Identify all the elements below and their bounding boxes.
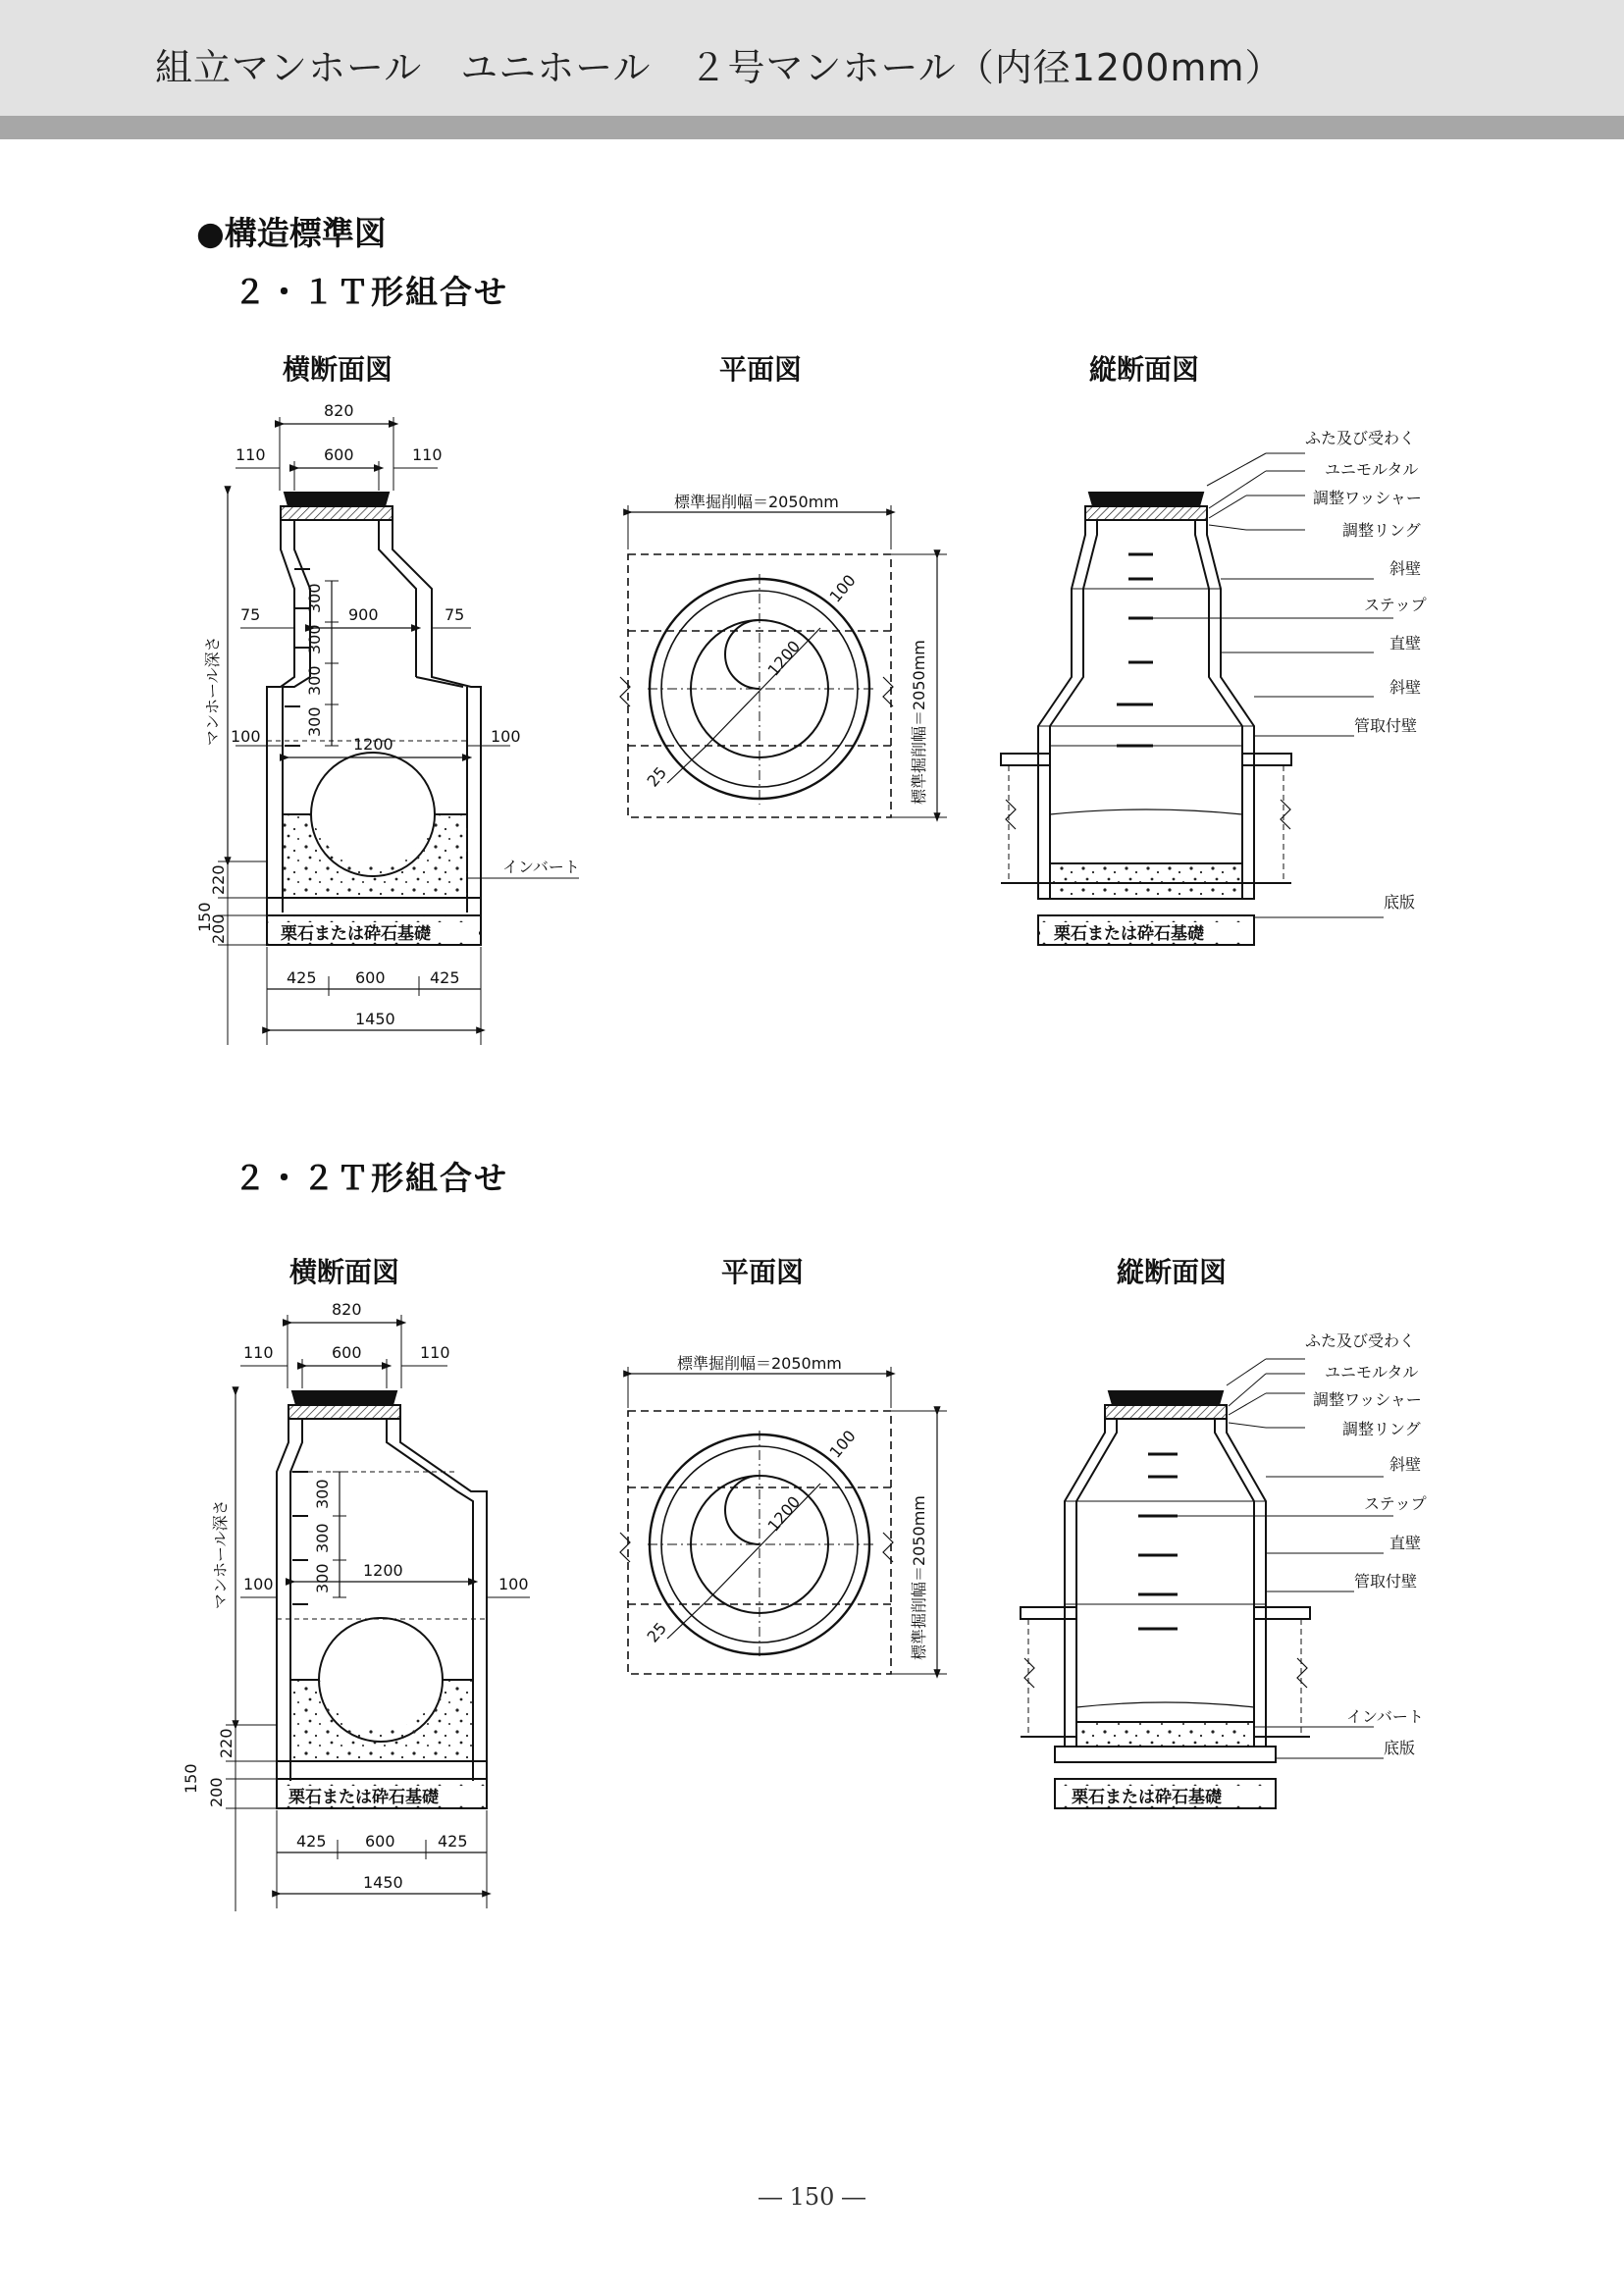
long-foundation-label: 栗石または砕石基礎 bbox=[1054, 924, 1204, 944]
part-pipe-wall: 管取付壁 bbox=[1354, 716, 1418, 735]
dim-220: 220 bbox=[209, 864, 228, 895]
dim2-100-left: 100 bbox=[243, 1575, 274, 1593]
diagram2-cross-label: 横断面図 bbox=[289, 1256, 400, 1288]
plan2-dim-1200: 1200 bbox=[763, 1492, 805, 1536]
part2-ring: 調整リング bbox=[1342, 1420, 1421, 1438]
dim2-820: 820 bbox=[332, 1300, 362, 1319]
foundation-label: 栗石または砕石基礎 bbox=[281, 924, 431, 944]
dim2-600-bottom: 600 bbox=[365, 1832, 395, 1851]
diagram1-long-label: 縦断面図 bbox=[1089, 353, 1200, 386]
dim2-110-left: 110 bbox=[243, 1343, 274, 1362]
dim-75-right: 75 bbox=[445, 605, 465, 624]
part2-base-slab: 底版 bbox=[1384, 1739, 1416, 1757]
diagram1-longitudinal-section bbox=[1001, 453, 1393, 945]
dim2-100-right: 100 bbox=[498, 1575, 529, 1593]
plan2-dim-25: 25 bbox=[643, 1618, 671, 1646]
dim2-step-2: 300 bbox=[313, 1523, 332, 1553]
dim2-step-1: 300 bbox=[313, 1479, 332, 1509]
part2-mortar: ユニモルタル bbox=[1325, 1363, 1419, 1382]
depth2-label: マンホール深さ bbox=[211, 1499, 230, 1609]
diagram2-cross-dims bbox=[182, 1300, 529, 1892]
page-title: 組立マンホール ユニホール ２号マンホール（内径1200mm） bbox=[155, 46, 1283, 89]
diagram1-title: ２・１Ｔ形組合せ bbox=[234, 273, 508, 311]
part2-step: ステップ bbox=[1364, 1494, 1427, 1513]
part-cover: ふた及び受わく bbox=[1305, 429, 1416, 447]
dim2-1200: 1200 bbox=[363, 1561, 403, 1580]
dim-75-left: 75 bbox=[240, 605, 261, 624]
cover-icon bbox=[285, 493, 389, 506]
depth-label: マンホール深さ bbox=[203, 636, 222, 746]
dim-step-1: 300 bbox=[305, 583, 324, 613]
diagram2-plan-label: 平面図 bbox=[721, 1256, 805, 1288]
dim-110-right: 110 bbox=[412, 445, 443, 464]
dim2-110-right: 110 bbox=[420, 1343, 450, 1362]
diagram2-plan-dims bbox=[644, 1354, 928, 1660]
dim-100-left: 100 bbox=[231, 727, 261, 746]
dim2-200: 200 bbox=[207, 1777, 226, 1807]
part2-straight-wall: 直壁 bbox=[1389, 1534, 1422, 1552]
dim-820: 820 bbox=[324, 401, 354, 420]
dim-100-right: 100 bbox=[491, 727, 521, 746]
part-washer: 調整ワッシャー bbox=[1313, 489, 1422, 507]
part2-cover: ふた及び受わく bbox=[1305, 1331, 1416, 1350]
invert-label: インバート bbox=[502, 858, 580, 876]
dim2-1450: 1450 bbox=[363, 1873, 403, 1892]
part2-invert: インバート bbox=[1346, 1707, 1424, 1726]
diagram2-long-label: 縦断面図 bbox=[1117, 1256, 1228, 1288]
part-base-slab: 底版 bbox=[1384, 893, 1416, 912]
part-step: ステップ bbox=[1364, 596, 1427, 614]
plan-excavation-width: 標準掘削幅＝2050mm bbox=[674, 493, 839, 511]
plan-dim-100: 100 bbox=[825, 570, 860, 606]
dim2-step-3: 300 bbox=[313, 1563, 332, 1593]
plan2-excavation-width-v: 標準掘削幅＝2050mm bbox=[910, 1495, 928, 1660]
foundation2-label: 栗石または砕石基礎 bbox=[288, 1788, 439, 1807]
page-number: ― 150 ― bbox=[758, 2183, 866, 2211]
plan-dim-25: 25 bbox=[643, 762, 671, 791]
diagram1-plan-dims bbox=[644, 493, 928, 805]
section-title: ●構造標準図 bbox=[196, 214, 387, 252]
dim-110-left: 110 bbox=[236, 445, 266, 464]
part-mortar: ユニモルタル bbox=[1325, 460, 1419, 479]
dim-600-bottom: 600 bbox=[355, 968, 386, 987]
dim-1450: 1450 bbox=[355, 1010, 395, 1028]
part2-pipe-wall: 管取付壁 bbox=[1354, 1572, 1418, 1591]
dim-425-left: 425 bbox=[287, 968, 317, 987]
dim2-150: 150 bbox=[182, 1763, 200, 1794]
long2-foundation-label: 栗石または砕石基礎 bbox=[1072, 1788, 1222, 1807]
diagram2-longitudinal-section bbox=[1021, 1359, 1393, 1808]
dim-425-right: 425 bbox=[430, 968, 460, 987]
diagram2-title: ２・２Ｔ形組合せ bbox=[234, 1159, 508, 1197]
diagram1-cross-section bbox=[218, 417, 579, 1045]
part-taper-1: 斜壁 bbox=[1389, 559, 1422, 578]
diagram1-plan-label: 平面図 bbox=[719, 353, 803, 386]
dim-1200: 1200 bbox=[353, 735, 393, 754]
dim-step-2: 300 bbox=[305, 624, 324, 654]
dim-step-3: 300 bbox=[305, 665, 324, 696]
diagram2-cross-section bbox=[226, 1315, 530, 1911]
plan-dim-1200: 1200 bbox=[763, 637, 805, 680]
dim-150: 150 bbox=[195, 902, 214, 932]
part2-washer: 調整ワッシャー bbox=[1313, 1390, 1422, 1409]
dim2-220: 220 bbox=[217, 1728, 236, 1758]
diagram1-cross-label: 横断面図 bbox=[283, 353, 393, 386]
dim2-600: 600 bbox=[332, 1343, 362, 1362]
dim-900: 900 bbox=[348, 605, 379, 624]
plan2-excavation-width: 標準掘削幅＝2050mm bbox=[677, 1354, 842, 1373]
part-straight-wall: 直壁 bbox=[1389, 634, 1422, 652]
part-ring: 調整リング bbox=[1342, 521, 1421, 540]
dim-step-4: 300 bbox=[305, 706, 324, 737]
plan2-dim-100: 100 bbox=[825, 1426, 860, 1462]
dim2-425-left: 425 bbox=[296, 1832, 327, 1851]
dim2-425-right: 425 bbox=[438, 1832, 468, 1851]
plan-excavation-width-v: 標準掘削幅＝2050mm bbox=[910, 640, 928, 805]
part-taper-2: 斜壁 bbox=[1389, 678, 1422, 697]
dim-200: 200 bbox=[209, 913, 228, 944]
part2-taper: 斜壁 bbox=[1389, 1455, 1422, 1474]
dim-600: 600 bbox=[324, 445, 354, 464]
